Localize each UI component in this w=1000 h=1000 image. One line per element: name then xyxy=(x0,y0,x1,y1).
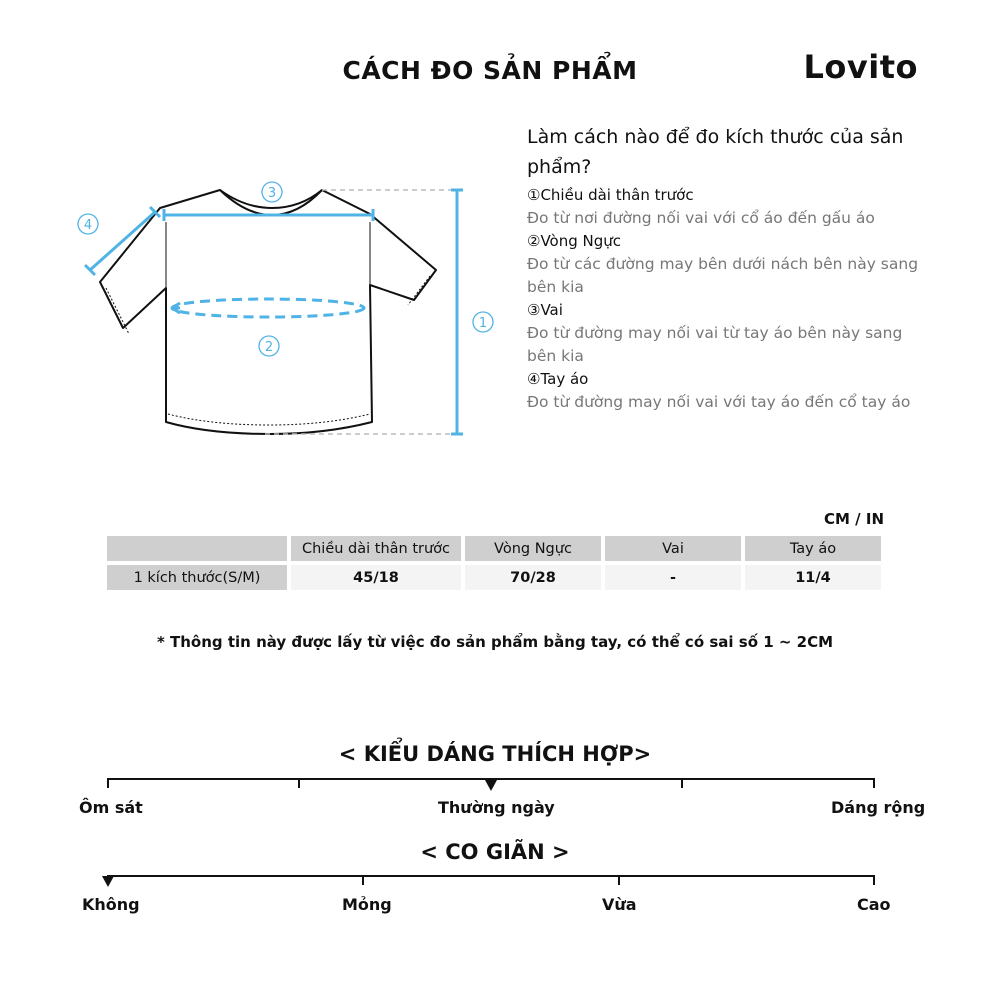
marker-1-label: 1 xyxy=(478,316,488,331)
guide-item-title: ③Vai xyxy=(527,301,563,319)
stretch-scale-title: < CO GIÃN > xyxy=(420,840,570,864)
fit-scale-tick xyxy=(107,779,109,788)
stretch-scale-tick xyxy=(873,876,875,885)
guide-item xyxy=(527,230,927,299)
stretch-scale-tick xyxy=(618,876,620,885)
page-title: CÁCH ĐO SẢN PHẨM xyxy=(342,56,638,85)
guide-item-desc: Đo từ đường may nối vai với tay áo đến cổ tay áo xyxy=(527,393,911,411)
stretch-label-none: Không xyxy=(82,895,140,914)
marker-2-label: 2 xyxy=(264,340,274,355)
fit-scale-tick xyxy=(873,779,875,788)
table-header-cell xyxy=(107,536,287,561)
table-row xyxy=(107,565,881,590)
table-cell: 70/28 xyxy=(465,565,601,590)
guide-item-desc: Đo từ nơi đường nối vai với cổ áo đến gấu áo xyxy=(527,209,875,227)
table-header-cell: Tay áo xyxy=(745,536,881,561)
table-cell: 1 kích thước(S/M) xyxy=(107,565,287,590)
guide-item-title: ①Chiều dài thân trước xyxy=(527,186,694,204)
stretch-scale-line xyxy=(107,875,875,877)
guide-item-title: ④Tay áo xyxy=(527,370,589,388)
guide-item-title: ②Vòng Ngực xyxy=(527,232,622,250)
tshirt-outline-icon xyxy=(100,190,436,434)
table-header-cell: Vòng Ngực xyxy=(465,536,601,561)
stretch-scale-tick xyxy=(362,876,364,885)
brand-logo: Lovito xyxy=(803,48,918,86)
stretch-label-high: Cao xyxy=(857,895,891,914)
fit-label-tight: Ôm sát xyxy=(79,798,143,817)
measurement-guide xyxy=(527,122,927,414)
guide-item-desc: Đo từ đường may nối vai từ tay áo bên này sang bên kia xyxy=(527,324,903,365)
fit-scale-tick xyxy=(298,779,300,788)
chest-measure-line xyxy=(172,299,364,317)
guide-item xyxy=(527,184,927,230)
stretch-label-medium: Vừa xyxy=(602,895,637,914)
table-header-cell: Chiều dài thân trước xyxy=(291,536,461,561)
marker-3-label: 3 xyxy=(267,186,277,201)
table-header-row xyxy=(107,536,881,561)
guide-title: Làm cách nào để đo kích thước của sản phẩm? xyxy=(527,126,904,178)
stretch-label-thin: Mỏng xyxy=(342,895,392,914)
table-cell: - xyxy=(605,565,741,590)
tshirt-diagram xyxy=(60,170,510,450)
measurement-note: * Thông tin này được lấy từ việc đo sản phẩm bằng tay, có thể có sai số 1 ~ 2CM xyxy=(156,633,834,651)
guide-item-desc: Đo từ các đường may bên dưới nách bên này sang bên kia xyxy=(527,255,919,296)
fit-scale-title: < KIỂU DÁNG THÍCH HỢP> xyxy=(338,742,652,766)
fit-label-regular: Thường ngày xyxy=(438,798,555,817)
marker-4-label: 4 xyxy=(83,218,93,233)
stretch-selected-marker-icon xyxy=(102,876,114,887)
table-cell: 45/18 xyxy=(291,565,461,590)
size-table xyxy=(103,532,885,594)
fit-selected-marker-icon xyxy=(485,780,497,791)
guide-item xyxy=(527,299,927,368)
fit-label-loose: Dáng rộng xyxy=(831,798,926,817)
unit-label: CM / IN xyxy=(824,510,884,528)
guide-item xyxy=(527,368,927,414)
table-cell: 11/4 xyxy=(745,565,881,590)
sleeve-measure-line xyxy=(90,212,155,270)
table-header-cell: Vai xyxy=(605,536,741,561)
fit-scale-tick xyxy=(681,779,683,788)
